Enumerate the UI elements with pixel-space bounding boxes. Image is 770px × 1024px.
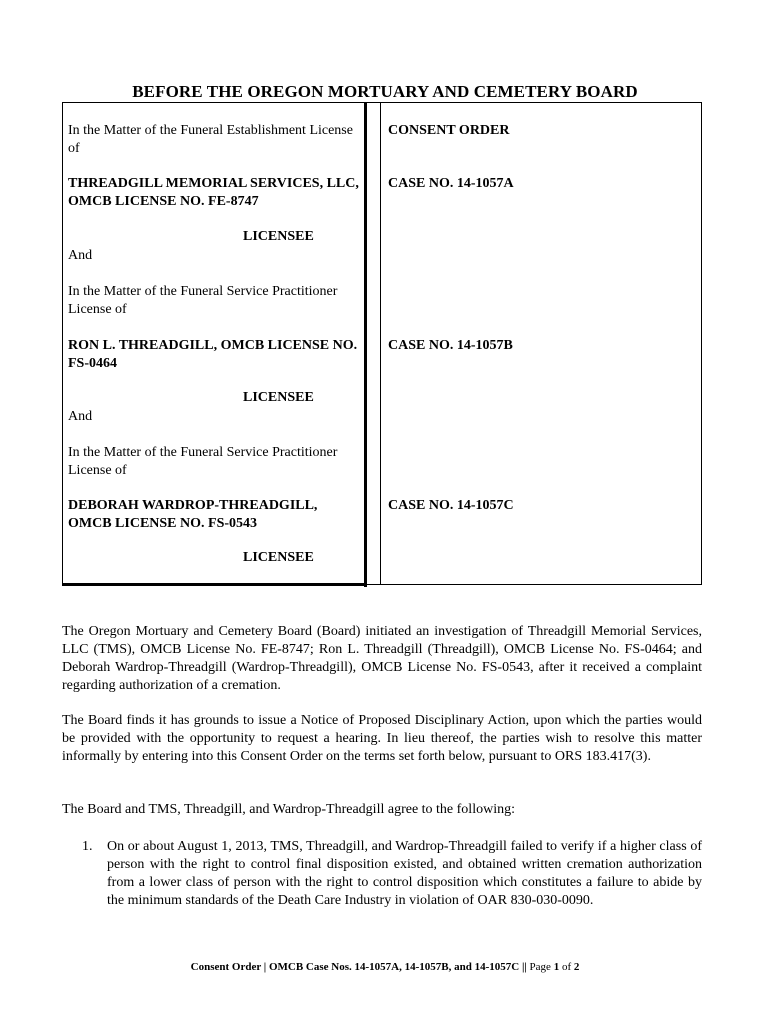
caption-licensee-name-2: RON L. THREADGILL, OMCB LICENSE NO. FS-0464 — [68, 338, 358, 371]
caption-licensee-name-1: THREADGILL MEMORIAL SERVICES, LLC, OMCB LICENSE NO. FE-8747 — [68, 176, 359, 209]
footer-of-word: of — [561, 961, 572, 973]
numbered-item — [82, 838, 702, 910]
footer-page-total: 2 — [573, 961, 580, 973]
document-title: BEFORE THE OREGON MORTUARY AND CEMETERY BOARD — [132, 82, 638, 101]
body-paragraph-2: The Board finds it has grounds to issue a Notice of Proposed Disciplinary Action, upon which the parties would be provided with the opportunity to request a hearing. In lieu thereof, the parties wish to resolve this matter informally by entering into this Consent Order on the terms set forth below, pursuant to ORS 183.417(3). — [62, 713, 702, 764]
case-number-b: CASE NO. 14-1057B — [388, 338, 513, 353]
caption-divider-thin — [380, 102, 381, 585]
caption-divider-thick — [364, 102, 367, 587]
item-text: On or about August 1, 2013, TMS, Threadgill, and Wardrop-Threadgill failed to verify if a higher class of person with the right to control final disposition existed, and obtained written cremation authorization from a lower class of person with the right to control disposition which constitutes a failure to abide by the minimum standards of the Death Care Industry in violation of OAR 830-030-0090. — [107, 839, 702, 908]
page-footer — [0, 961, 770, 973]
caption-licensee-name-3: DEBORAH WARDROP-THREADGILL, OMCB LICENSE NO. FS-0543 — [68, 498, 318, 531]
caption-and-1: And — [68, 248, 93, 263]
footer-label: Consent Order | OMCB Case Nos. 14-1057A, 14-1057B, and 14-1057C || — [190, 961, 527, 973]
item-number: 1. — [82, 839, 93, 854]
caption-matter-1: In the Matter of the Funeral Establishment License of — [68, 123, 353, 156]
caption-matter-2: In the Matter of the Funeral Service Practitioner License of — [68, 284, 338, 317]
footer-page-word: Page — [529, 961, 551, 973]
footer-page-number: 1 — [553, 961, 560, 973]
caption-licensee-label-1: LICENSEE — [243, 229, 314, 244]
case-number-c: CASE NO. 14-1057C — [388, 498, 514, 513]
case-number-a: CASE NO. 14-1057A — [388, 176, 514, 191]
caption-licensee-label-2: LICENSEE — [243, 390, 314, 405]
caption-matter-3: In the Matter of the Funeral Service Practitioner License of — [68, 445, 338, 478]
caption-bottom-rule — [62, 583, 367, 586]
body-paragraph-1: The Oregon Mortuary and Cemetery Board (Board) initiated an investigation of Threadgill Memorial Services, LLC (TMS), OMCB License No. FE-8747; Ron L. Threadgill (Threadgill), OMCB License No. FS-0464; and Deborah Wardrop-Threadgill (Wardrop-Threadgill), OMCB License No. FS-0543, after it received a complaint regarding authorization of a cremation. — [62, 624, 702, 693]
order-type: CONSENT ORDER — [388, 123, 510, 138]
caption-licensee-label-3: LICENSEE — [243, 550, 314, 565]
body-paragraph-3: The Board and TMS, Threadgill, and Wardrop-Threadgill agree to the following: — [62, 802, 515, 817]
caption-and-2: And — [68, 409, 93, 424]
